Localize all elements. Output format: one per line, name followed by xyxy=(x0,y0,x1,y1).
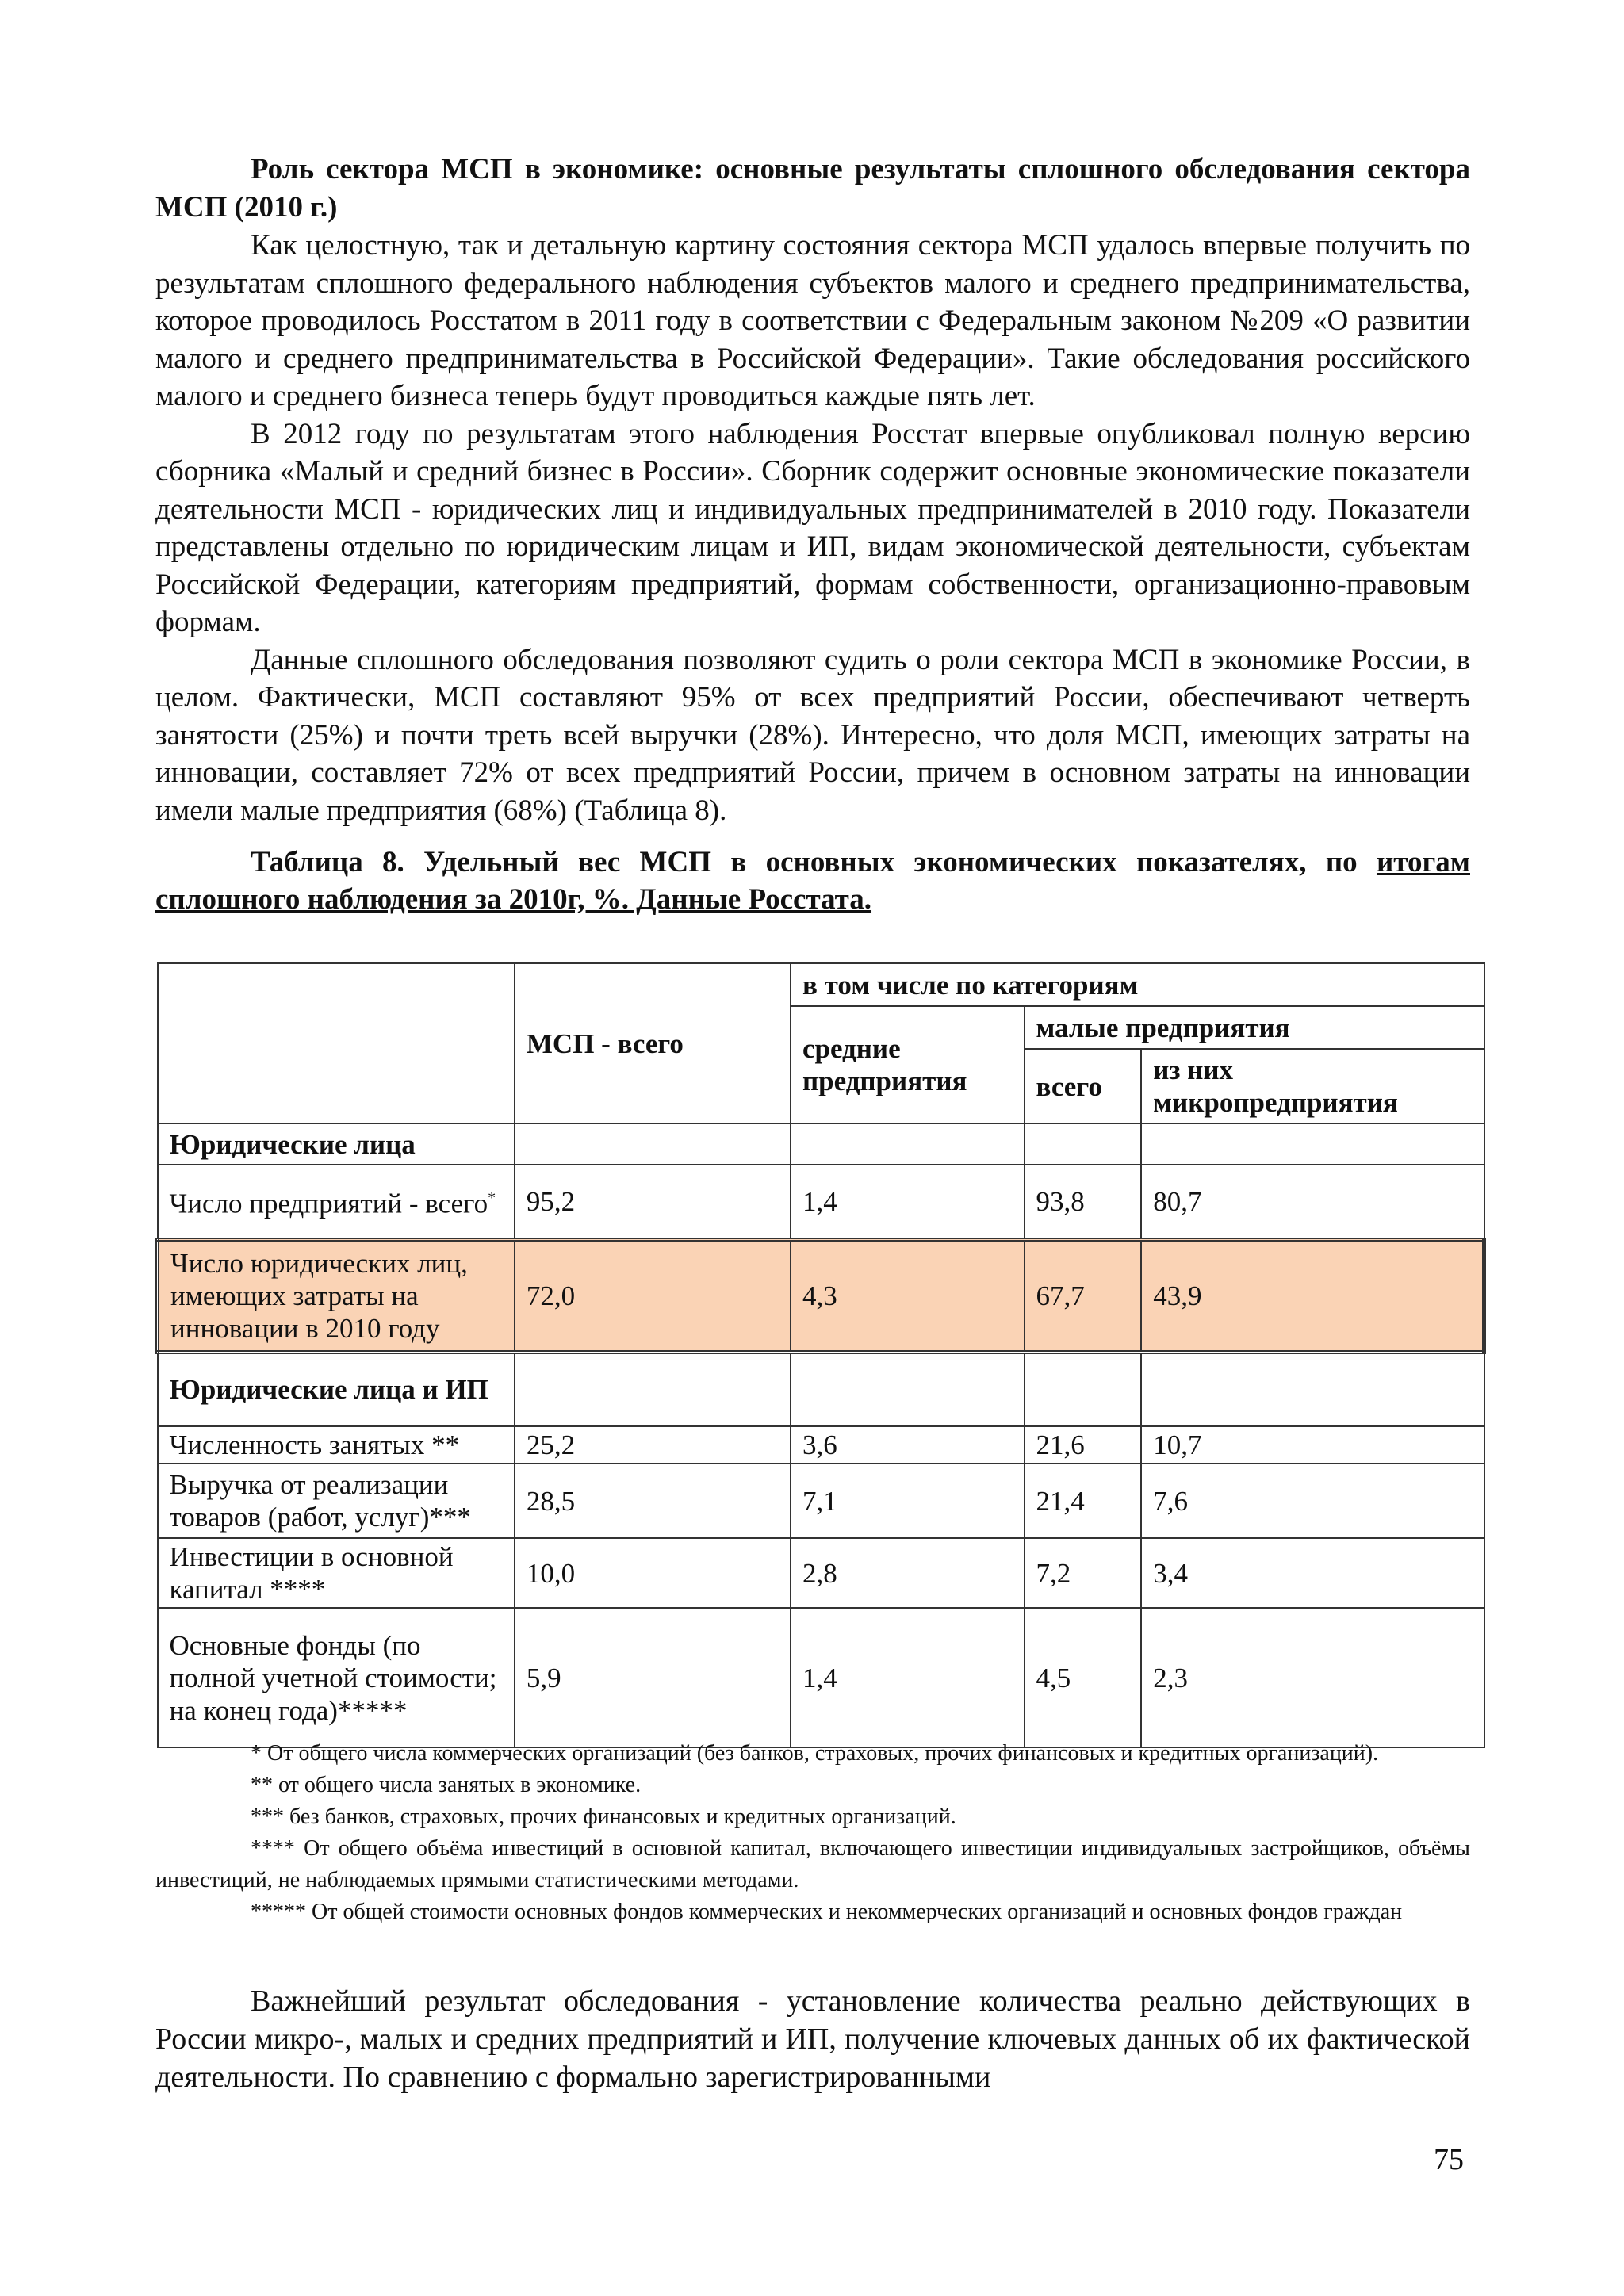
cell-msp-total: 28,5 xyxy=(515,1464,791,1538)
cell-micro: 2,3 xyxy=(1141,1608,1484,1747)
header-medium: средние предприятия xyxy=(791,1006,1025,1123)
closing-section xyxy=(155,1982,1470,2096)
paragraph-2: В 2012 году по результатам этого наблюдения Росстат впервые опубликовал полную версию сборника «Малый и средний бизнес в России». Сборник содержит основные экономические показатели деятельности МСП - юридических лиц и индивидуальных предпринимателей в 2010 году. Показатели представлены отдельно по юридическим лицам и ИП, видам экономической деятельности, субъектам Российской Федерации, категориям предприятий, формам собственности, организационно-правовым формам. xyxy=(155,417,1470,638)
table-row xyxy=(158,1538,1484,1608)
header-small: малые предприятия xyxy=(1025,1006,1484,1049)
cell-micro: 3,4 xyxy=(1141,1538,1484,1608)
cell-msp-total: 25,2 xyxy=(515,1426,791,1464)
table-caption xyxy=(155,844,1470,918)
data-table xyxy=(155,962,1486,1748)
cell-small-total: 21,4 xyxy=(1025,1464,1142,1538)
cell-small-total: 4,5 xyxy=(1025,1608,1142,1747)
cell-medium: 4,3 xyxy=(791,1239,1025,1352)
cell-medium: 2,8 xyxy=(791,1538,1025,1608)
table-row xyxy=(158,1464,1484,1538)
cell-medium: 7,1 xyxy=(791,1464,1025,1538)
cell-small-total: 21,6 xyxy=(1025,1426,1142,1464)
closing-paragraph: Важнейший результат обследования - установление количества реально действующих в России микро-, малых и средних предприятий и ИП, получение ключевых данных об их фактической деятельности. По сравнению с формально зарегистрированными xyxy=(155,1984,1470,2094)
footnote-2: ** от общего числа занятых в экономике. xyxy=(251,1773,642,1797)
cell-small-total: 7,2 xyxy=(1025,1538,1142,1608)
row-label: Инвестиции в основной капитал **** xyxy=(158,1538,515,1608)
footnote-1: * От общего числа коммерческих организаций (без банков, страховых, прочих финансовых и кредитных организаций). xyxy=(251,1741,1379,1766)
page-body xyxy=(155,151,1470,918)
row-label: Число предприятий - всего* xyxy=(158,1165,515,1239)
row-label: Основные фонды (по полной учетной стоимости; на конец года)***** xyxy=(158,1608,515,1747)
cell-micro: 10,7 xyxy=(1141,1426,1484,1464)
cell-msp-total: 72,0 xyxy=(515,1239,791,1352)
cell-micro: 7,6 xyxy=(1141,1464,1484,1538)
table-row xyxy=(158,1608,1484,1747)
cell-medium: 3,6 xyxy=(791,1426,1025,1464)
header-empty-cell xyxy=(158,963,515,1123)
table-row xyxy=(158,1165,1484,1239)
footnote-5: ***** От общей стоимости основных фондов коммерческих и некоммерческих организаций и основных фондов граждан xyxy=(251,1900,1403,1924)
cell-small-total: 67,7 xyxy=(1025,1239,1142,1352)
group-label-legal-entities: Юридические лица xyxy=(158,1123,515,1165)
paragraph-3: Данные сплошного обследования позволяют судить о роли сектора МСП в экономике России, в целом. Фактически, МСП составляют 95% от всех предприятий России, обеспечивают четверть занятости (25%) и почти треть всей выручки (28%). Интересно, что доля МСП, имеющих затраты на инновации, составляет 72% от всех предприятий России, причем в основном затраты на инновации имели малые предприятия (68%) (Таблица 8). xyxy=(155,643,1470,827)
table-row-highlighted xyxy=(158,1239,1484,1352)
group-row-legal-and-ip xyxy=(158,1352,1484,1426)
footnote-4: **** От общего объёма инвестиций в основной капитал, включающего инвестиции индивидуальных застройщиков, объёмы инвестиций, не наблюдаемых прямыми статистическими методами. xyxy=(155,1836,1470,1892)
footnotes xyxy=(155,1738,1470,1928)
paragraph-1: Как целостную, так и детальную картину состояния сектора МСП удалось впервые получить по результатам сплошного федерального наблюдения субъектов малого и среднего предпринимательства, которое проводилось Росстатом в 2011 году в соответствии с Федеральным законом №209 «О развитии малого и среднего предпринимательства в Российской Федерации». Такие обследования российского малого и среднего бизнеса теперь будут проводиться каждые пять лет. xyxy=(155,229,1470,412)
footnote-3: *** без банков, страховых, прочих финансовых и кредитных организаций. xyxy=(251,1804,956,1829)
header-by-category: в том числе по категориям xyxy=(791,963,1484,1006)
row-label: Выручка от реализации товаров (работ, услуг)*** xyxy=(158,1464,515,1538)
cell-micro: 80,7 xyxy=(1141,1165,1484,1239)
cell-medium: 1,4 xyxy=(791,1608,1025,1747)
table-row xyxy=(158,1426,1484,1464)
cell-micro: 43,9 xyxy=(1141,1239,1484,1352)
group-label-legal-and-ip: Юридические лица и ИП xyxy=(158,1352,515,1426)
page-number: 75 xyxy=(1434,2143,1464,2176)
row-label: Число юридических лиц, имеющих затраты на инновации в 2010 году xyxy=(158,1239,515,1352)
group-row-legal-entities xyxy=(158,1123,1484,1165)
header-small-total: всего xyxy=(1025,1049,1142,1123)
table-caption-lead: Таблица 8. Удельный вес МСП в основных экономических показателях, по xyxy=(251,846,1377,878)
cell-msp-total: 95,2 xyxy=(515,1165,791,1239)
row-label: Численность занятых ** xyxy=(158,1426,515,1464)
cell-small-total: 93,8 xyxy=(1025,1165,1142,1239)
header-micro: из них микропредприятия xyxy=(1141,1049,1484,1123)
header-row-1 xyxy=(158,963,1484,1006)
cell-medium: 1,4 xyxy=(791,1165,1025,1239)
cell-msp-total: 10,0 xyxy=(515,1538,791,1608)
header-msp-total: МСП - всего xyxy=(515,963,791,1123)
table-caption-tail: итогам сплошного наблюдения за 2010г, %. Данные Росстата. xyxy=(155,846,1470,916)
cell-msp-total: 5,9 xyxy=(515,1608,791,1747)
section-title: Роль сектора МСП в экономике: основные результаты сплошного обследования сектора МСП (2010 г.) xyxy=(155,153,1470,224)
footnote-mark: * xyxy=(488,1189,496,1207)
